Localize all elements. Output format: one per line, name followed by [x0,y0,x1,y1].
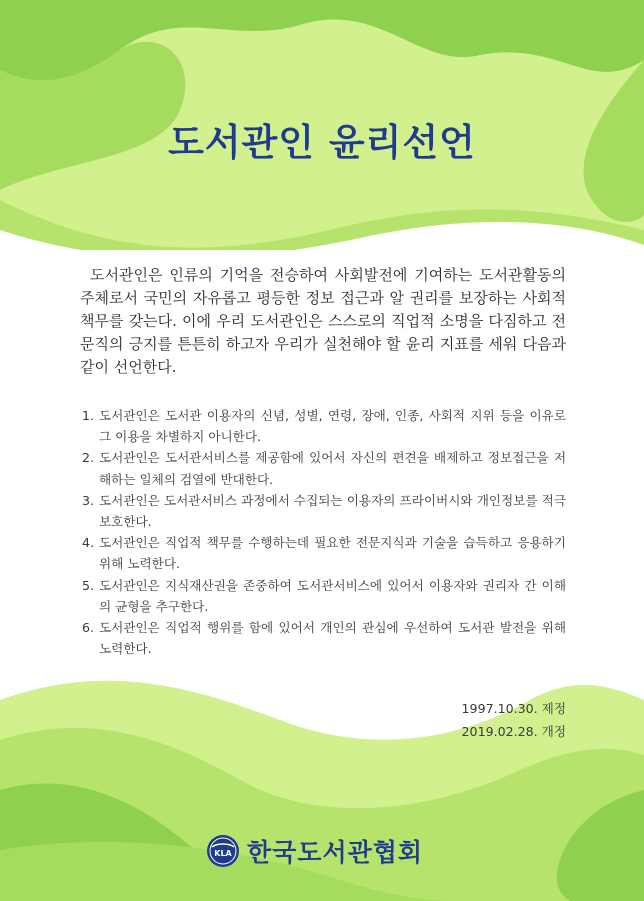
article-item [82,575,566,617]
article-number: 3. [82,492,95,508]
article-item [82,405,566,447]
org-name: 한국도서관협회 [247,838,424,867]
article-item [82,490,566,532]
article-text: 도서관인은 지식재산권을 존중하여 도서관서비스에 있어서 이용자와 권리자 간 이해의 균형을 추구한다. [99,577,566,614]
article-number: 6. [82,620,95,636]
article-number: 1. [82,408,95,423]
article-text: 도서관인은 도서관서비스를 제공함에 있어서 자신의 편견을 배제하고 정보접근을 저해하는 일체의 검열에 반대한다. [99,450,566,487]
intro-paragraph [80,264,566,379]
revised-date: 2019.02.28. 개정 [461,724,566,739]
article-text: 도서관인은 직업적 책무를 수행하는데 필요한 전문지식과 기술을 습득하고 응용하기 위해 노력한다. [99,535,566,572]
article-number: 4. [82,535,95,551]
article-item [82,447,566,489]
kla-logo [206,831,423,871]
page-title: 도서관인 윤리선언 [168,121,476,164]
ethics-articles-list [82,405,566,659]
article-number: 2. [82,450,95,466]
date-block [462,697,566,743]
kla-emblem-icon [206,834,240,868]
article-number: 5. [82,577,95,593]
article-text: 도서관인은 도서관 이용자의 신념, 성별, 연령, 장애, 인종, 사회적 지위 등을 이유로 그 이용을 차별하지 아니한다. [99,408,566,445]
article-text: 도서관인은 도서관서비스 과정에서 수집되는 이용자의 프라이버시와 개인정보를 적극 보호한다. [99,492,566,530]
article-item [82,532,566,574]
article-text: 도서관인은 직업적 행위를 함에 있어서 개인의 관심에 우선하여 도서관 발전을 위해 노력한다. [99,620,566,657]
intro-text: 도서관인은 인류의 기억을 전승하여 사회발전에 기여하는 도서관활동의 주체로서 국민의 자유롭고 평등한 정보 접근과 알 권리를 보장하는 사회적 책무를 갖는다. 이에 우리 도서관인은 스스로의 직업적 소명을 다짐하고 전문직의 긍지를 튼튼히 하고자 우리가 실천해야 할 윤리 지표를 세워 다음과 같이 선언한다. [80,266,566,376]
enacted-date: 1997.10.30. 제정 [461,701,566,716]
article-item [82,617,566,659]
emblem-text: KLA [214,849,232,858]
